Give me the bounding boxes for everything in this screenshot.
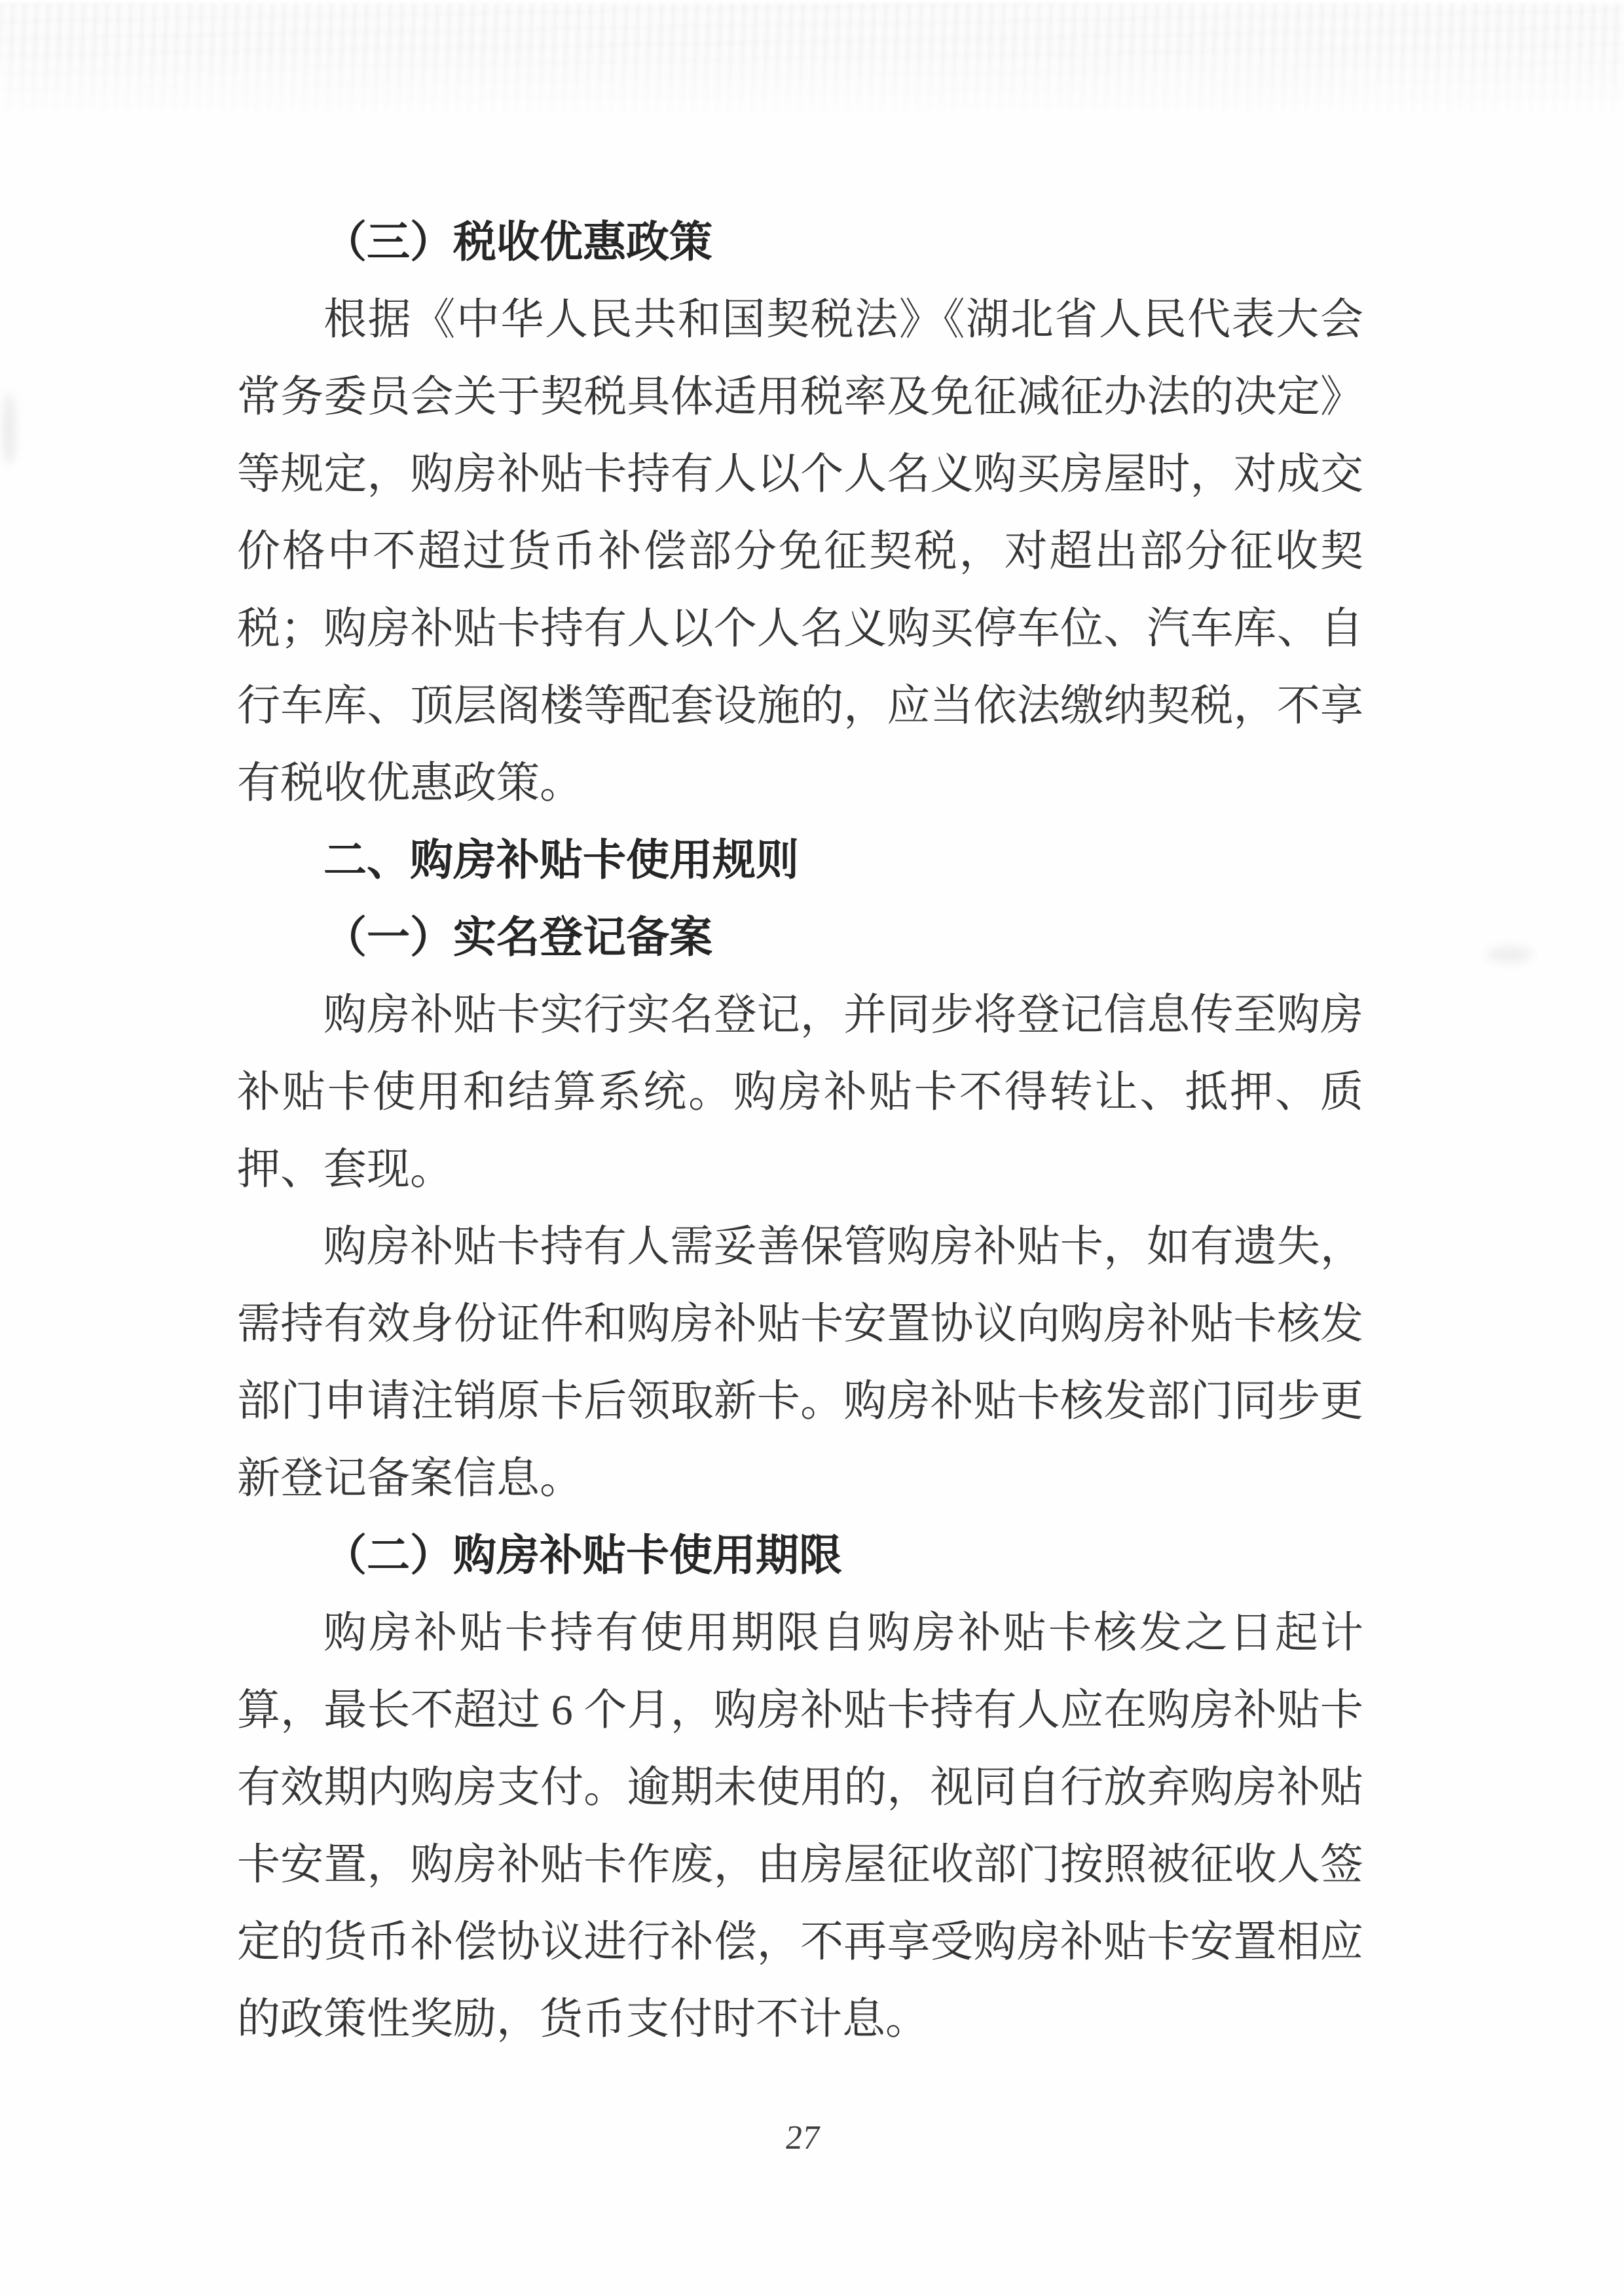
scan-artifact-smudge <box>3 393 16 465</box>
heading-subsidy-card-usage-rules: 二、购房补贴卡使用规则 <box>323 837 799 884</box>
heading-real-name-registration: （一）实名登记备案 <box>323 914 712 962</box>
page-number: 27 <box>783 2119 822 2157</box>
heading-card-usage-period: （二）购房补贴卡使用期限 <box>323 1532 842 1580</box>
paragraph-card-safekeeping-and-loss: 购房补贴卡持有人需妥善保管购房补贴卡，如有遗失，需持有效身份证件和购房补贴卡安置协议向购房补贴卡核发部门申请注销原卡后领取新卡。购房补贴卡核发部门同步更新登记备案信息。 <box>237 1223 1363 1503</box>
scan-artifact-top-bleed <box>0 3 1624 120</box>
paragraph-deed-tax-rules: 根据《中华人民共和国契税法》《湖北省人民代表大会常务委员会关于契税具体适用税率及免征减征办法的决定》等规定，购房补贴卡持有人以个人名义购买房屋时，对成交价格中不超过货币补偿部分免征契税，对超出部分征收契税；购房补贴卡持有人以个人名义购买停车位、汽车库、自行车库、顶层阁楼等配套设施的，应当依法缴纳契税，不享有税收优惠政策。 <box>237 296 1363 807</box>
paragraph-card-usage-period: 购房补贴卡持有使用期限自购房补贴卡核发之日起计算，最长不超过 6 个月，购房补贴卡持有人应在购房补贴卡有效期内购房支付。逾期未使用的，视同自行放弃购房补贴卡安置，购房补贴卡作废，由房屋征收部门按照被征收人签定的货币补偿协议进行补偿，不再享受购房补贴卡安置相应的政策性奖励，货币支付时不计息。 <box>237 1609 1363 2043</box>
document-body <box>237 204 1363 2058</box>
heading-tax-preferential-policy: （三）税收优惠政策 <box>323 219 712 266</box>
paragraph-real-name-registration: 购房补贴卡实行实名登记，并同步将登记信息传至购房补贴卡使用和结算系统。购房补贴卡不得转让、抵押、质押、套现。 <box>237 991 1363 1194</box>
scan-artifact-smudge <box>1486 946 1532 963</box>
